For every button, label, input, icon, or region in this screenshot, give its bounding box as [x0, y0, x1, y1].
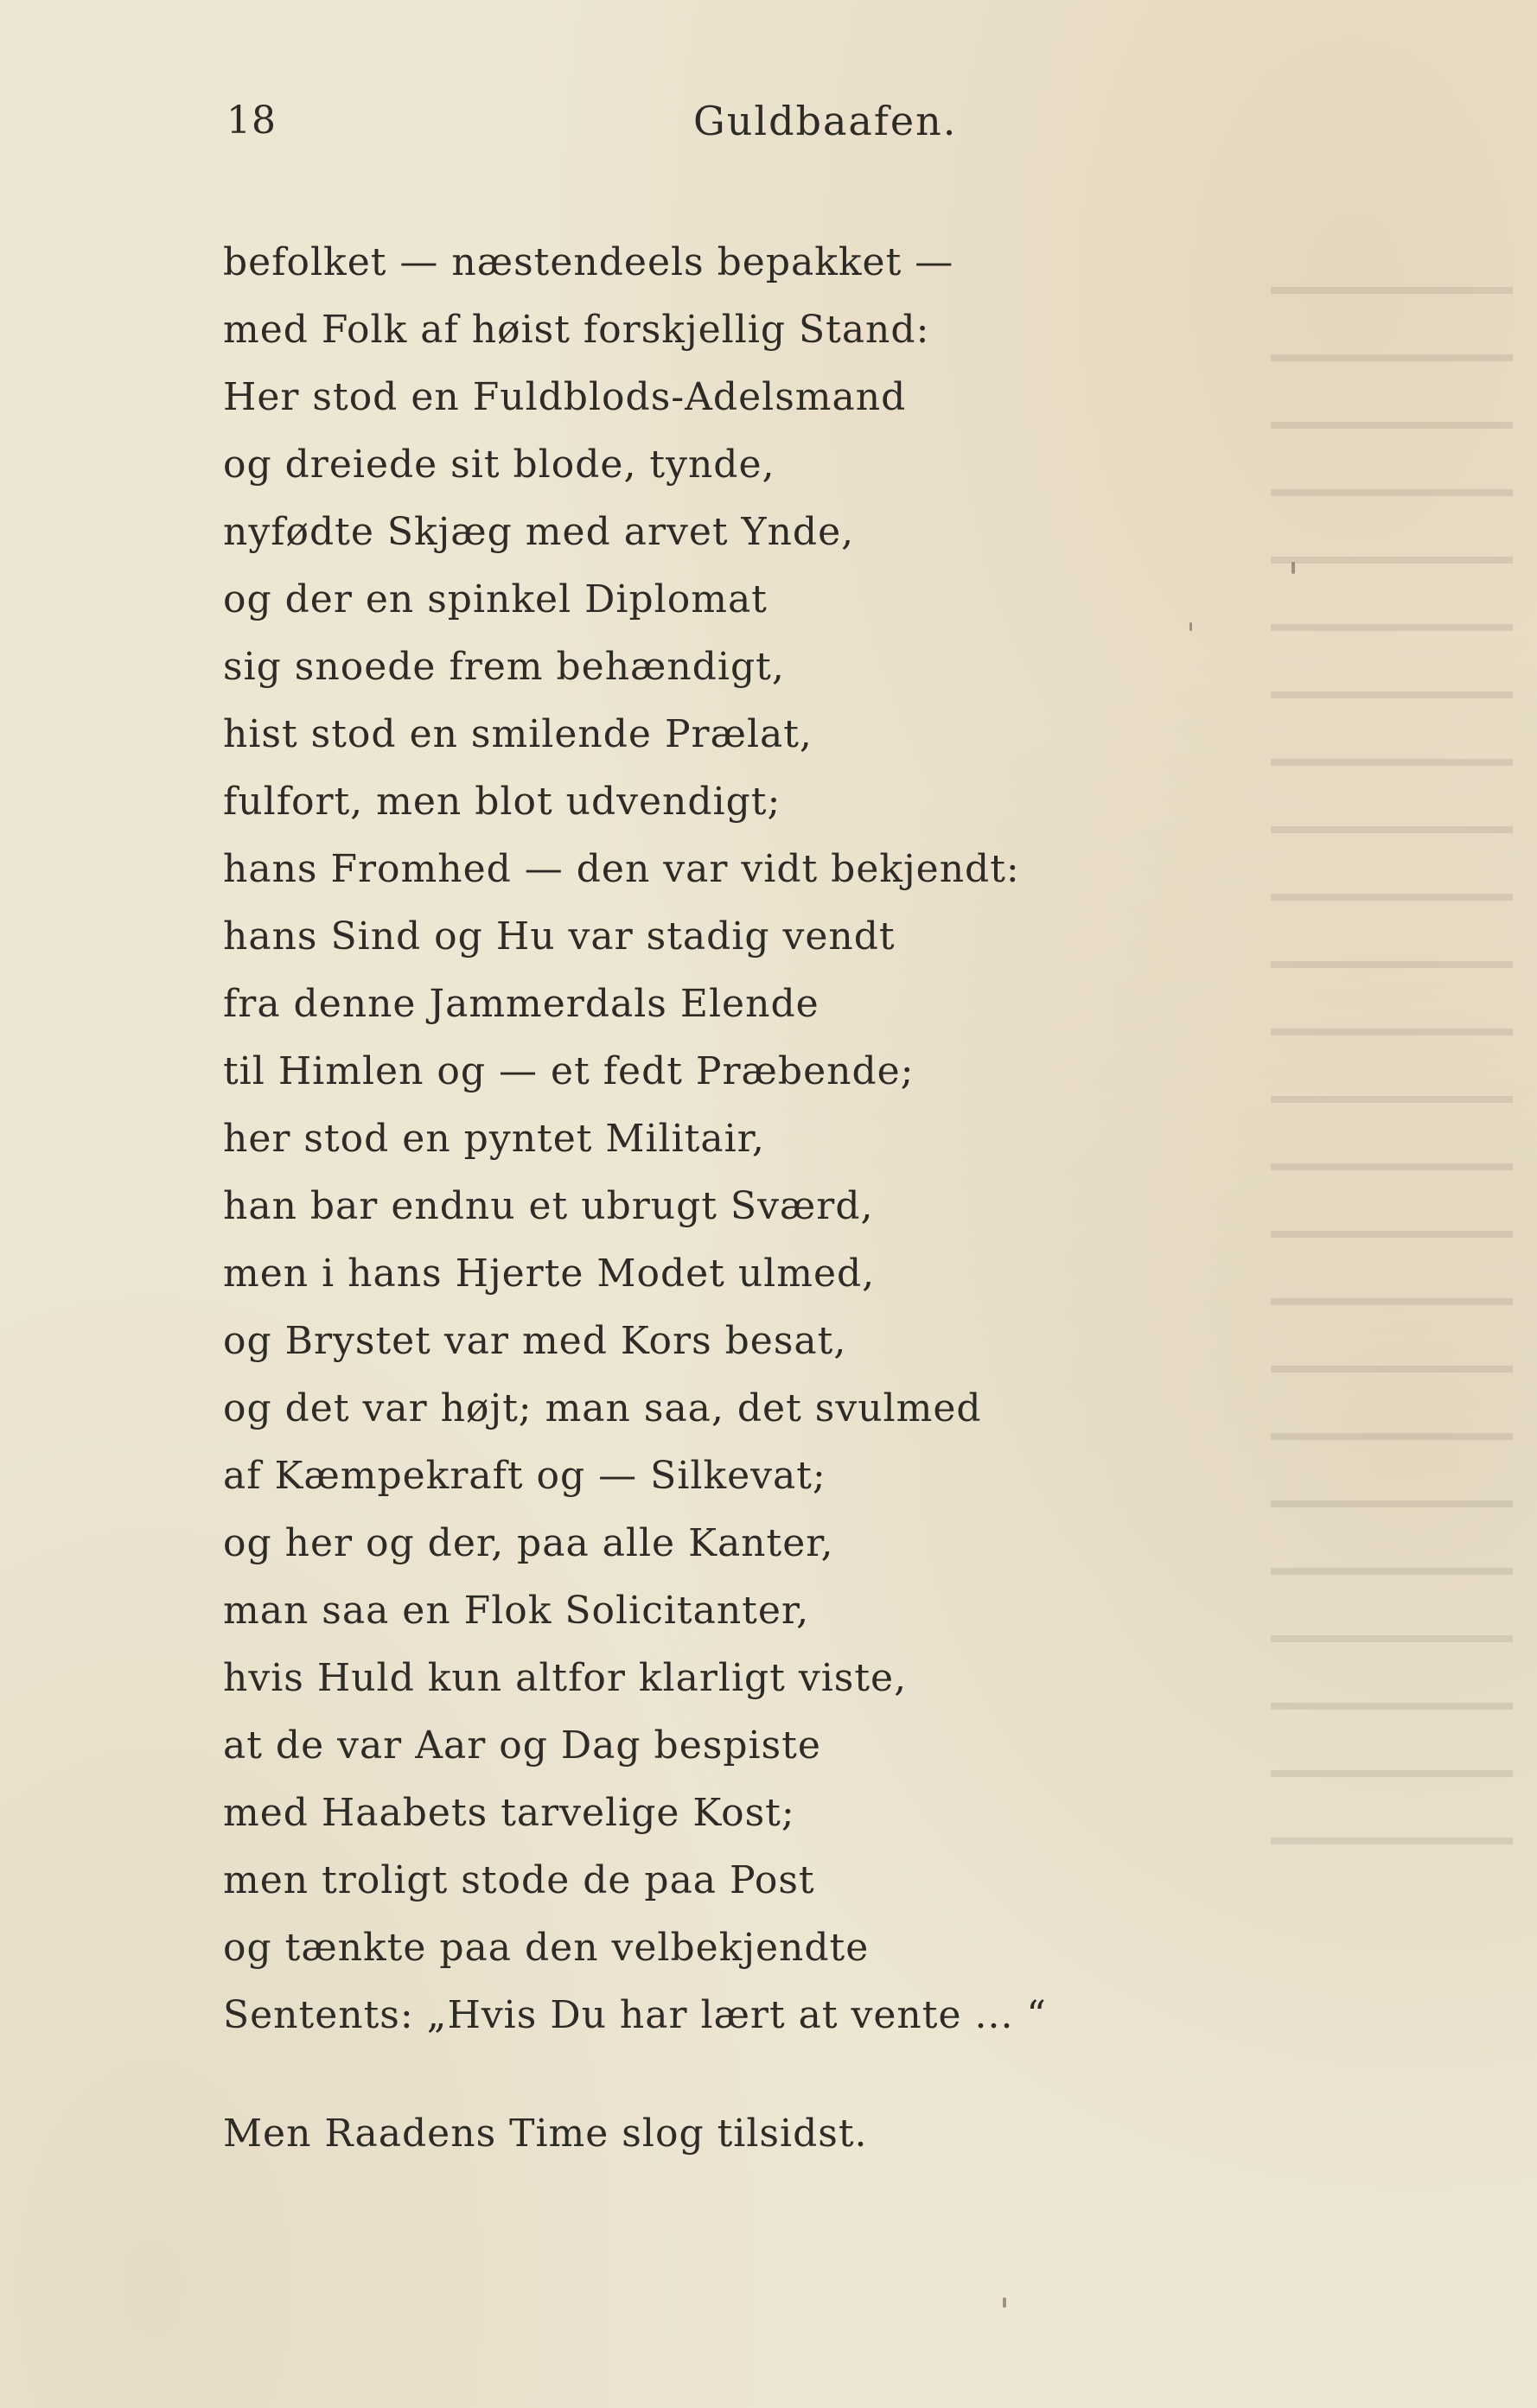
running-head [226, 95, 1091, 147]
poem-line: fulfort, men blot udvendigt; [223, 780, 781, 824]
poem-line: hans Sind og Hu var stadig vendt [223, 914, 896, 959]
poem-line: at de var Aar og Dag bespiste [223, 1723, 821, 1768]
poem-line: Sentents: „Hvis Du har lært at vente ... “ [223, 1993, 1047, 2037]
poem-line: hvis Huld kun altfor klarligt viste, [223, 1656, 908, 1700]
ink-speck [1291, 562, 1295, 574]
poem-line: til Himlen og — et fedt Præbende; [223, 1049, 915, 1093]
ink-speck [1189, 622, 1192, 631]
poem-line: her stod en pyntet Militair, [223, 1117, 765, 1161]
poem-line: med Haabets tarvelige Kost; [223, 1791, 795, 1835]
poem-line: og dreiede sit blode, tynde, [223, 443, 775, 487]
poem-line: men i hans Hjerte Modet ulmed, [223, 1252, 876, 1296]
poem-line: og det var højt; man saa, det svulmed [223, 1386, 982, 1430]
poem-line: hist stod en smilende Prælat, [223, 712, 813, 756]
poem-line: befolket — næstendeels bepakket — [223, 240, 954, 284]
poem-stanza [223, 229, 1260, 2049]
page-number: 18 [226, 99, 277, 143]
poem-line: sig snoede frem behændigt, [223, 645, 785, 689]
ink-speck [1003, 2297, 1006, 2308]
show-through-text [1271, 242, 1513, 1884]
poem-line: Her stod en Fuldblods-Adelsmand [223, 375, 907, 419]
poem-line: og der en spinkel Diplomat [223, 577, 768, 621]
poem-line: men troligt stode de paa Post [223, 1858, 815, 1902]
poem-line: og tænkte paa den velbekjendte [223, 1926, 870, 1970]
poem-line: af Kæmpekraft og — Silkevat; [223, 1454, 826, 1498]
poem-line: nyfødte Skjæg med arvet Ynde, [223, 510, 855, 554]
poem-line: man saa en Flok Solicitanter, [223, 1589, 810, 1633]
poem-line: hans Fromhed — den var vidt bekjendt: [223, 847, 1020, 891]
final-line: Men Raadens Time slog tilsidst. [223, 2112, 868, 2156]
poem-line: han bar endnu et ubrugt Sværd, [223, 1184, 874, 1228]
poem-line: og Brystet var med Kors besat, [223, 1319, 847, 1363]
poem-line: og her og der, paa alle Kanter, [223, 1521, 834, 1565]
running-title: Guldbaafen. [693, 98, 958, 144]
poem-line: fra denne Jammerdals Elende [223, 982, 820, 1026]
poem-line: med Folk af høist forskjellig Stand: [223, 308, 930, 352]
